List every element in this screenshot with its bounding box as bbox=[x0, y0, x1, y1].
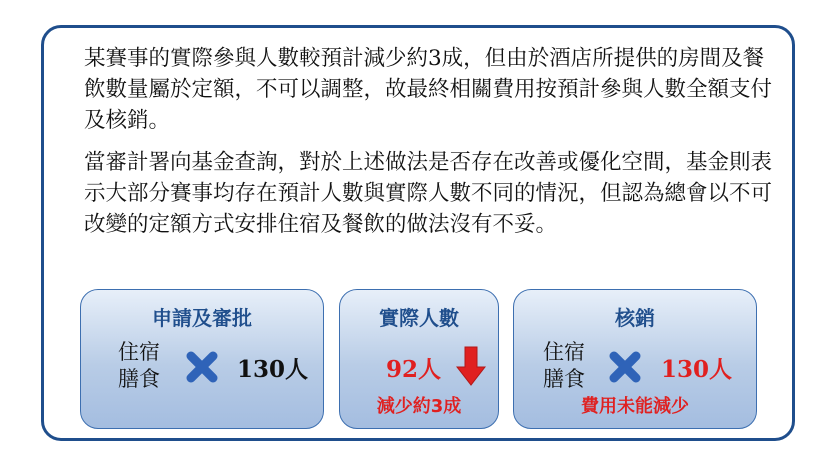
card-settlement-count: 130人 bbox=[661, 356, 733, 383]
card-application-title: 申請及審批 bbox=[152, 306, 252, 330]
paragraph-1: 某賽事的實際參與人數較預計減少約3成，但由於酒店所提供的房間及餐飲數量屬於定額，不可以調整，故最終相關費用按預計參與人數全額支付及核銷。 bbox=[84, 46, 773, 133]
item-meals: 膳食 bbox=[118, 367, 160, 391]
card-actual-title: 實際人數 bbox=[379, 306, 459, 330]
card-actual-count: 92人 bbox=[386, 356, 442, 383]
item-accommodation: 住宿 bbox=[543, 340, 585, 364]
cross-icon bbox=[185, 350, 219, 384]
card-application bbox=[80, 289, 324, 429]
card-settlement-items bbox=[543, 339, 585, 393]
card-settlement-title: 核銷 bbox=[615, 306, 655, 330]
card-application-count: 130人 bbox=[237, 356, 309, 383]
item-meals: 膳食 bbox=[543, 367, 585, 391]
down-arrow-icon bbox=[456, 346, 486, 386]
card-application-items bbox=[118, 339, 160, 393]
item-accommodation: 住宿 bbox=[118, 340, 160, 364]
card-settlement bbox=[513, 289, 757, 429]
cross-icon bbox=[608, 350, 642, 384]
card-actual-note: 減少約3成 bbox=[376, 396, 462, 417]
card-actual bbox=[339, 289, 499, 429]
card-settlement-note: 費用未能減少 bbox=[581, 396, 689, 417]
paragraph-2: 當審計署向基金查詢，對於上述做法是否存在改善或優化空間，基金則表示大部分賽事均存在預計人數與實際人數不同的情況，但認為總會以不可改變的定額方式安排住宿及餐飲的做法沒有不妥。 bbox=[84, 150, 773, 237]
